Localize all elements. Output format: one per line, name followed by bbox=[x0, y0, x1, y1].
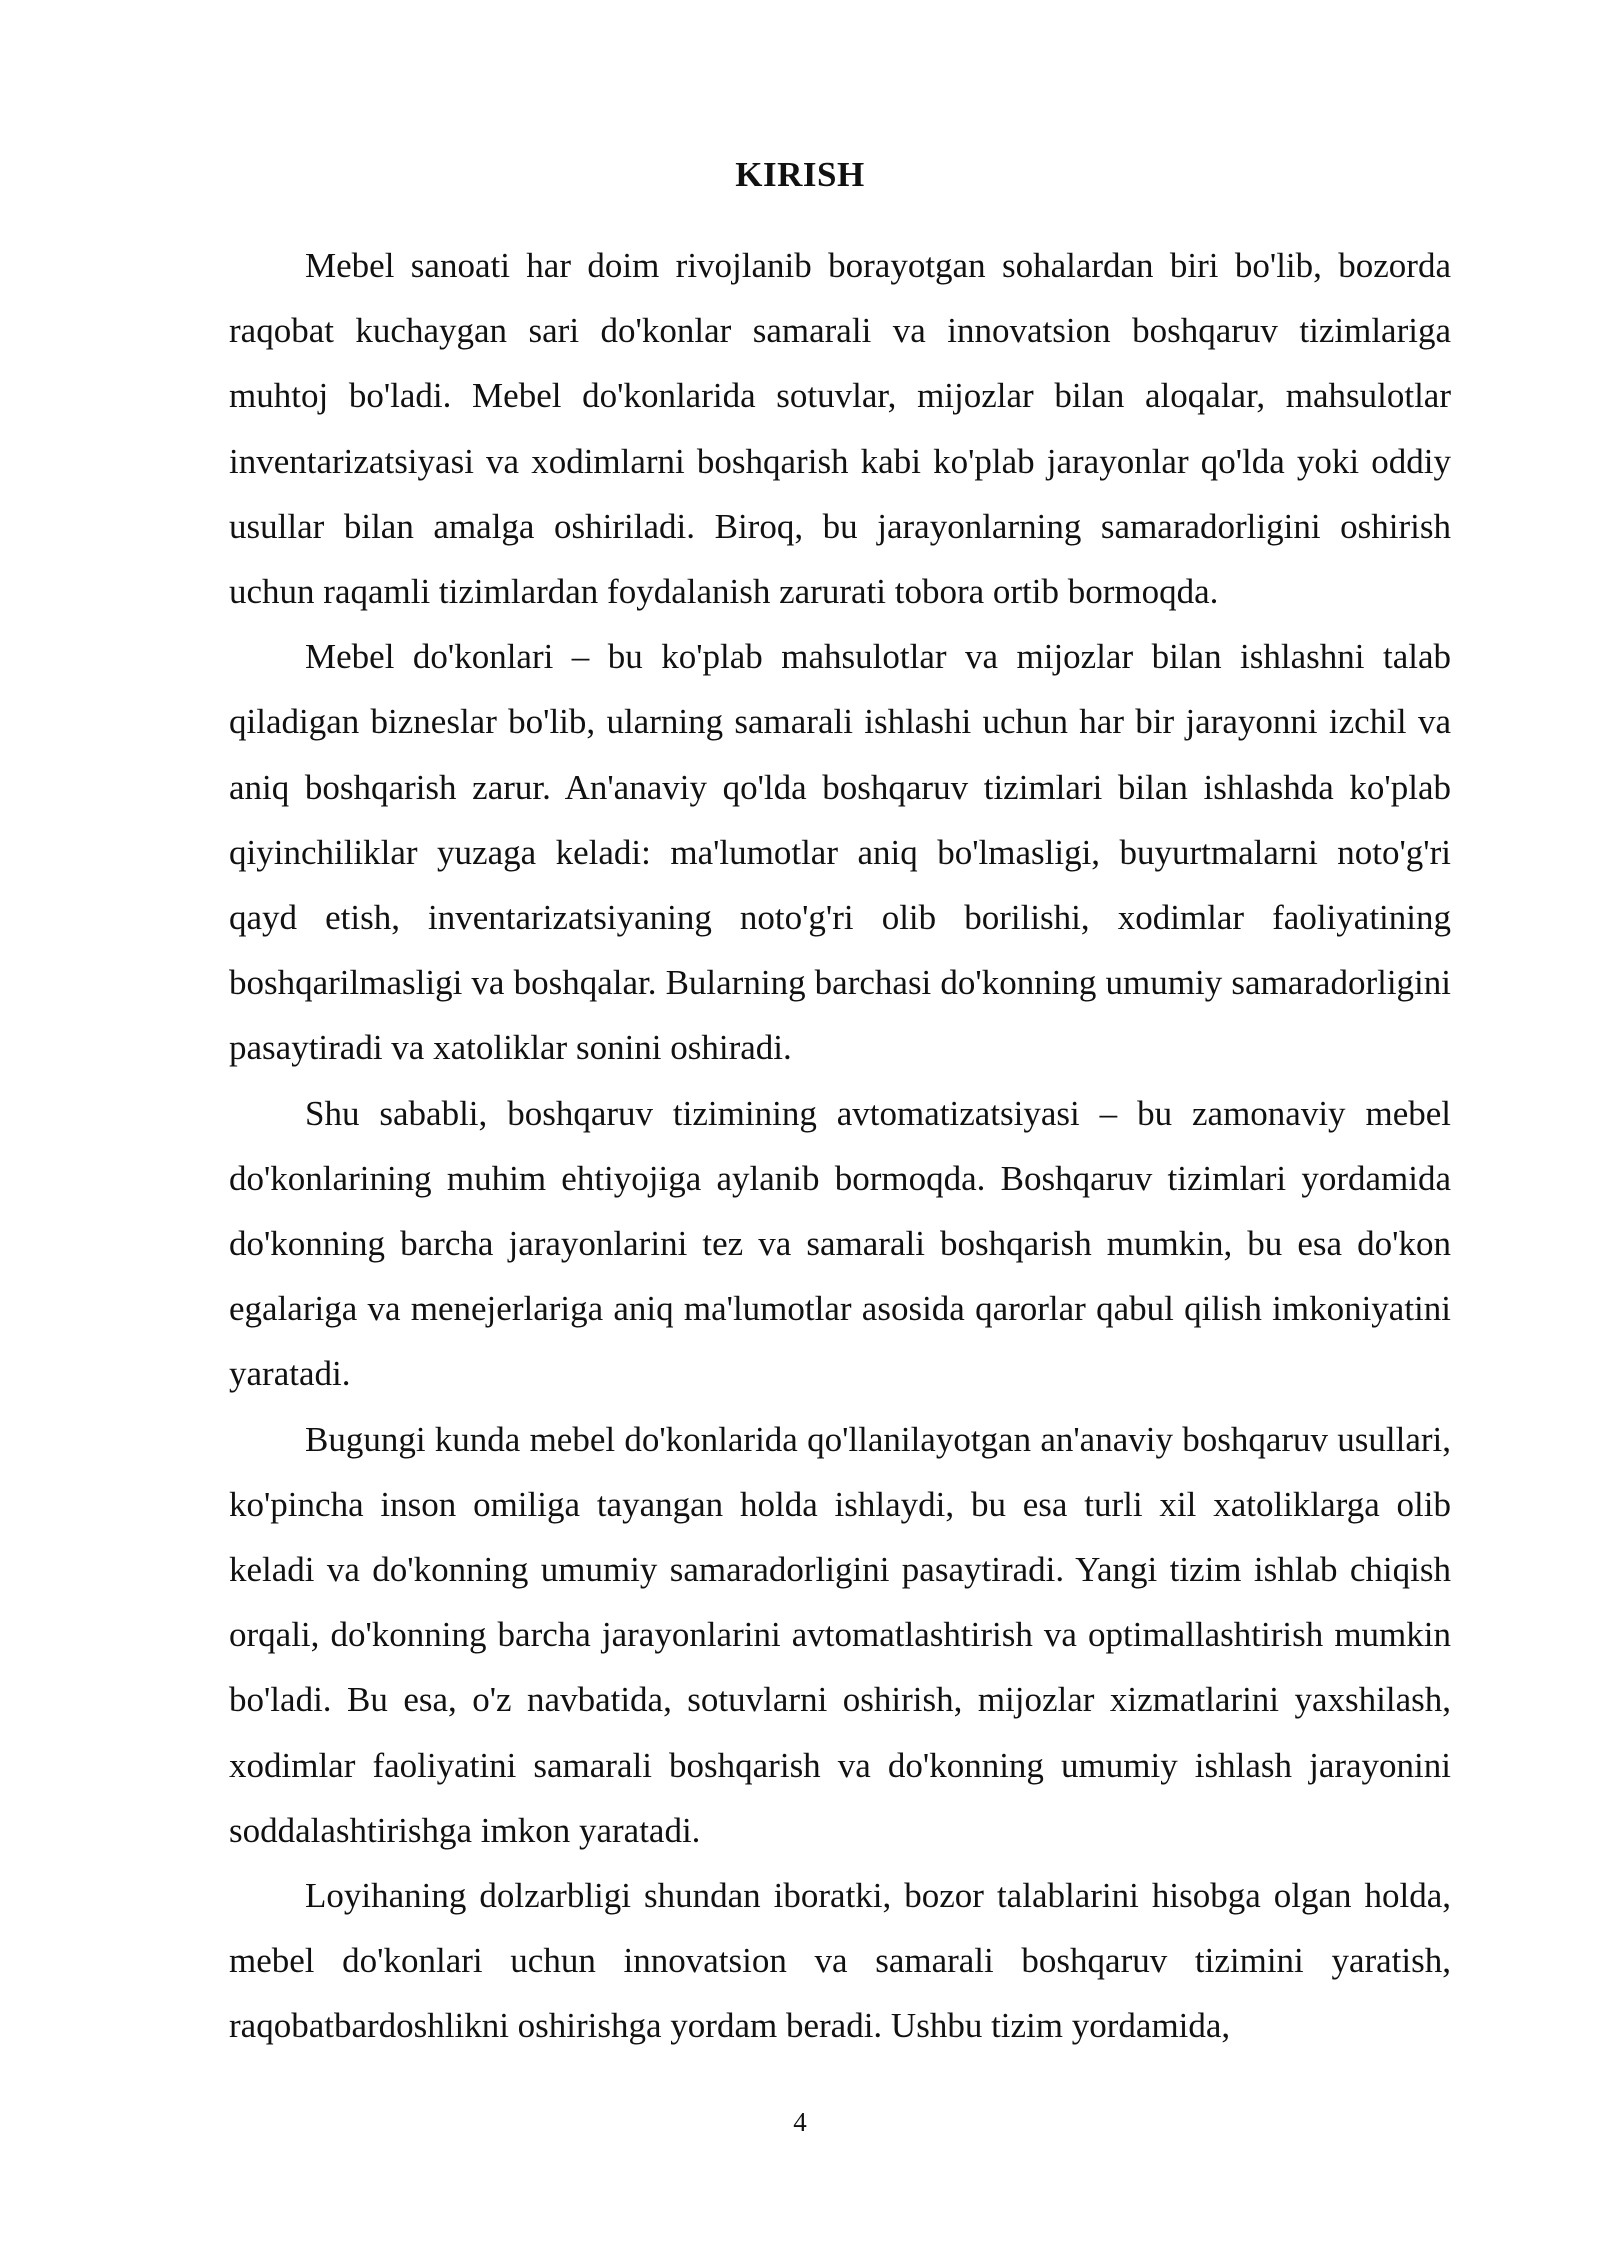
body-text bbox=[229, 233, 1451, 2059]
paragraph-2: Mebel do'konlari – bu ko'plab mahsulotlar va mijozlar bilan ishlashni talab qiladigan bizneslar bo'lib, ularning samarali ishlashi uchun har bir jarayonni izchil va aniq boshqarish zarur. An'anaviy qo'lda boshqaruv tizimlari bilan ishlashda ko'plab qiyinchiliklar yuzaga keladi: ma'lumotlar aniq bo'lmasligi, buyurtmalarni noto'g'ri qayd etish, inventarizatsiyaning noto'g'ri olib borilishi, xodimlar faoliyatining boshqarilmasligi va boshqalar. Bularning barchasi do'konning umumiy samaradorligini pasaytiradi va xatoliklar sonini oshiradi. bbox=[229, 637, 1451, 1068]
paragraph-4: Bugungi kunda mebel do'konlarida qo'llanilayotgan an'anaviy boshqaruv usullari, ko'pincha inson omiliga tayangan holda ishlaydi, bu esa turli xil xatoliklarga olib keladi va do'konning umumiy samaradorligini pasaytiradi. Yangi tizim ishlab chiqish orqali, do'konning barcha jarayonlarini avtomatlashtirish va optimallashtirish mumkin bo'ladi. Bu esa, o'z navbatida, sotuvlarni oshirish, mijozlar xizmatlarini yaxshilash, xodimlar faoliyatini samarali boshqarish va do'konning umumiy ishlash jarayonini soddalashtirishga imkon yaratadi. bbox=[229, 1419, 1451, 1850]
paragraph-1: Mebel sanoati har doim rivojlanib borayotgan sohalardan biri bo'lib, bozorda raqobat kuchaygan sari do'konlar samarali va innovatsion boshqaruv tizimlariga muhtoj bo'ladi. Mebel do'konlarida sotuvlar, mijozlar bilan aloqalar, mahsulotlar inventarizatsiyasi va xodimlarni boshqarish kabi ko'plab jarayonlar qo'lda yoki oddiy usullar bilan amalga oshiriladi. Biroq, bu jarayonlarning samaradorligini oshirish uchun raqamli tizimlardan foydalanish zarurati tobora ortib bormoqda. bbox=[229, 246, 1451, 612]
page-title: KIRISH bbox=[735, 155, 865, 194]
paragraph-3: Shu sababli, boshqaruv tizimining avtomatizatsiyasi – bu zamonaviy mebel do'konlarining muhim ehtiyojiga aylanib bormoqda. Boshqaruv tizimlari yordamida do'konning barcha jarayonlarini tez va samarali boshqarish mumkin, bu esa do'kon egalariga va menejerlariga aniq ma'lumotlar asosida qarorlar qabul qilish imkoniyatini yaratadi. bbox=[229, 1093, 1451, 1394]
paragraph-5: Loyihaning dolzarbligi shundan iboratki, bozor talablarini hisobga olgan holda, mebel do'konlari uchun innovatsion va samarali boshqaruv tizimini yaratish, raqobatbardoshlikni oshirishga yordam beradi. Ushbu tizim yordamida, bbox=[229, 1876, 1451, 2046]
page-number: 4 bbox=[793, 2107, 807, 2137]
